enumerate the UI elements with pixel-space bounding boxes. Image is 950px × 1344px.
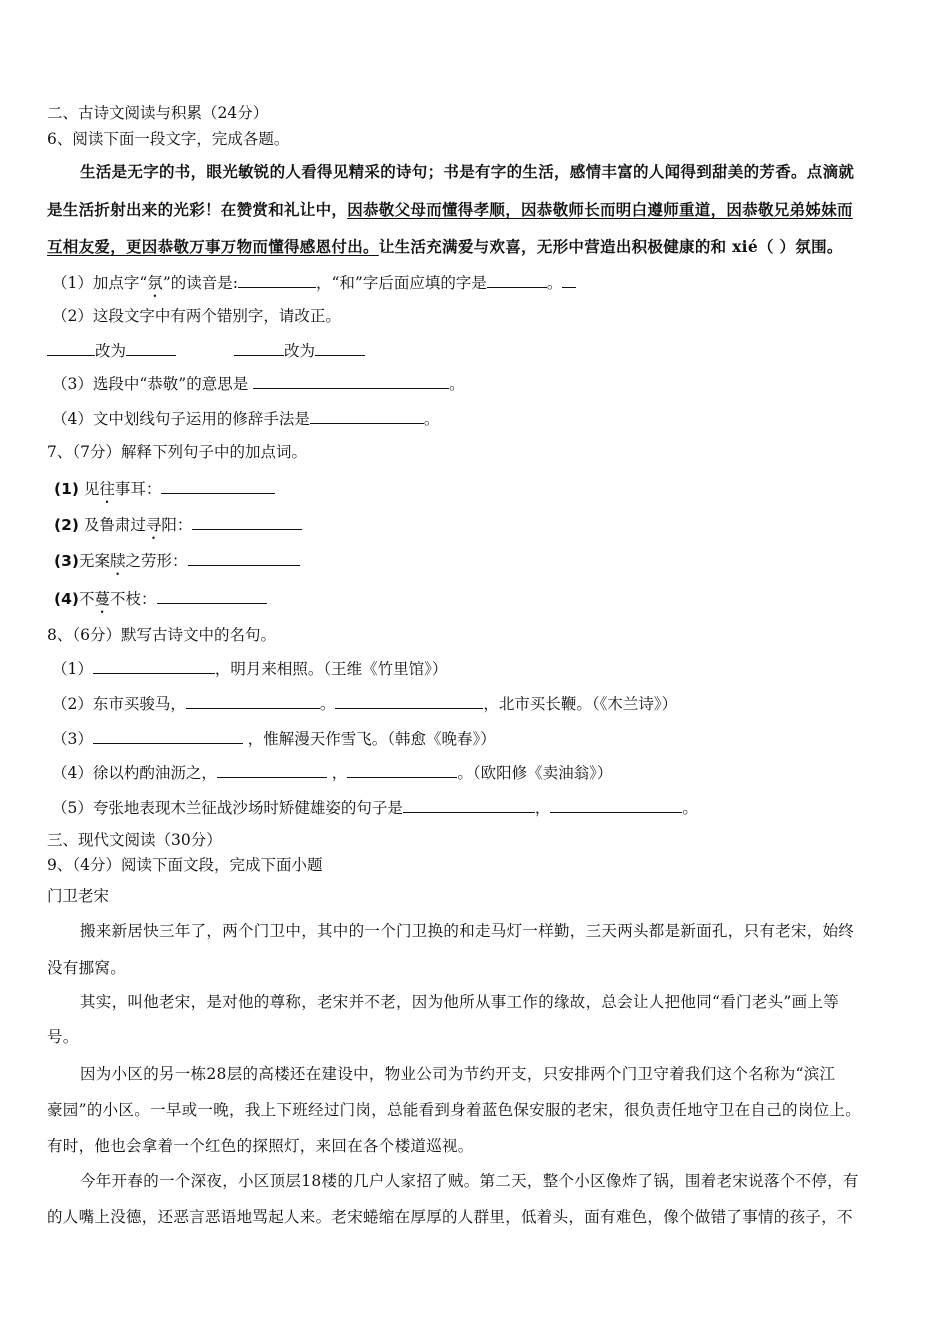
answer-blank[interactable]: [161, 478, 275, 494]
answer-blank[interactable]: [253, 373, 449, 389]
p3-line3: 有时，他也会拿着一个红色的探照灯，来回在各个楼道巡视。: [47, 1137, 474, 1155]
p2-line2: 号。: [47, 1028, 79, 1046]
q6-sub2-corrections: [47, 340, 365, 361]
item-text: 之劳形：: [125, 552, 188, 570]
answer-blank[interactable]: [157, 588, 267, 604]
dotted-word: 寻: [145, 516, 162, 534]
answer-blank[interactable]: [550, 797, 682, 813]
answer-blank[interactable]: [192, 514, 302, 530]
line-text: ，惟解漫天作雪飞。（韩愈《晚春》）: [242, 730, 496, 748]
answer-blank[interactable]: [234, 340, 284, 356]
dotted-word: 蔓: [94, 590, 110, 608]
answer-blank[interactable]: [487, 272, 547, 288]
answer-blank[interactable]: [93, 658, 215, 674]
item-number: (2): [54, 516, 79, 534]
q6-sub2: （2）这段文字中有两个错别字，请改正。: [52, 307, 341, 325]
answer-blank[interactable]: [93, 728, 243, 744]
q6-sub4: [52, 408, 439, 429]
answer-blank[interactable]: [347, 762, 457, 778]
sub4-text: （4）文中划线句子运用的修辞手法是: [52, 410, 310, 428]
answer-blank[interactable]: [238, 272, 316, 288]
line-number: （1）: [52, 660, 93, 678]
item-number: (1): [54, 480, 79, 498]
dotted-word: 往: [99, 480, 115, 498]
p2-line1: 其实，叫他老宋，是对他的尊称，老宋并不老，因为他所从事工作的缘故，总会让人把他同“看门老头”画上等: [80, 993, 840, 1011]
q8-line-2: [52, 693, 677, 714]
p4-line1: 今年开春的一个深夜，小区顶层18楼的几户人家招了贼。第二天，整个小区像炸了锅，围着老宋说落个不停，有: [80, 1172, 859, 1190]
passage-line3-end: 让生活充满爱与欢喜，无形中营造出积极健康的和 xié（ ）氛围。: [378, 237, 843, 256]
q9-prompt: 9、（4分）阅读下面文段，完成下面小题: [47, 856, 323, 874]
answer-blank[interactable]: [186, 693, 320, 709]
q6-passage-line1: 生活是无字的书，眼光敏锐的人看得见精采的诗句；书是有字的生活，感情丰富的人闻得到甜美的芳香。点滴就: [80, 162, 855, 181]
line-punct: 。: [319, 695, 336, 713]
p3-line2: 豪园”的小区。一早或一晚，我上下班经过门岗，总能看到身着蓝色保安服的老宋，很负责任地守卫在自己的岗位上。: [47, 1101, 862, 1119]
q6-passage-line3: [47, 237, 843, 257]
sub4-end: 。: [423, 410, 440, 428]
q8-line-1: [52, 658, 447, 679]
answer-blank[interactable]: [126, 340, 176, 356]
q7-item-2: [54, 514, 302, 543]
answer-blank[interactable]: [335, 693, 483, 709]
q7-item-4: [54, 588, 267, 617]
underlined-sentence-part2: 互相友爱，更因恭敬万事万物而懂得感恩付出。: [47, 237, 379, 256]
line-text: ，明月来相照。（王维《竹里馆》）: [214, 660, 448, 678]
answer-blank[interactable]: [47, 340, 95, 356]
correction-label-1: 改为: [95, 342, 127, 360]
item-text: 及鲁肃过: [83, 516, 146, 534]
dotted-word: 牍: [109, 552, 126, 570]
item-text: 事耳：: [114, 480, 162, 498]
passage-line2-start: 是生活折射出来的光彩！在赞赏和礼让中，: [47, 200, 348, 219]
line-number: （3）: [52, 730, 93, 748]
sub1-text-a: （1）加点字“: [52, 274, 148, 292]
line-text: 。: [682, 799, 698, 817]
q8-line-4: [52, 762, 612, 783]
article-title: 门卫老宋: [47, 887, 110, 905]
section2-heading: 二、古诗文阅读与积累（24分）: [47, 104, 269, 122]
item-text: 不: [78, 590, 95, 608]
q7-item-3: [54, 550, 300, 579]
line-text: （4）徐以杓酌油沥之，: [52, 764, 217, 782]
answer-blank[interactable]: [315, 340, 365, 356]
q8-prompt: 8、（6分）默写古诗文中的名句。: [47, 626, 276, 644]
q8-line-3: [52, 728, 496, 749]
q7-prompt: 7、（7分）解释下列句子中的加点词。: [47, 443, 307, 461]
p3-line1: 因为小区的另一栋28层的高楼还在建设中，物业公司为节约开支，只安排两个门卫守着我们这个名称为“滨江: [80, 1065, 836, 1083]
q6-sub1: [52, 272, 576, 301]
correction-label-2: 改为: [284, 342, 316, 360]
q7-item-1: [54, 478, 275, 507]
sub1-text-b: ”的读音是:: [162, 274, 238, 292]
q6-passage-line2: [47, 200, 853, 220]
line-punct: ，: [534, 799, 551, 817]
answer-blank[interactable]: [217, 762, 327, 778]
q6-sub3: [52, 373, 465, 394]
answer-blank[interactable]: [403, 797, 535, 813]
q6-prompt: 6、阅读下面一段文字，完成各题。: [47, 130, 290, 148]
line-text: 。（欧阳修《卖油翁》）: [457, 764, 613, 782]
p1-line1: 搬来新居快三年了，两个门卫中，其中的一个门卫换的和走马灯一样勤，三天两头都是新面孔，只有老宋，始终: [80, 922, 855, 940]
underline-tail: [562, 272, 576, 288]
item-number: (4): [54, 590, 79, 608]
sub1-text-c: ，“和”字后面应填的字是: [315, 274, 487, 292]
p4-line2: 的人嘴上没德，还恶言恶语地骂起人来。老宋蜷缩在厚厚的人群里，低着头，面有难色，像个做错了事情的孩子，不: [47, 1208, 853, 1226]
item-text: 见: [83, 480, 100, 498]
line-text: （5）夸张地表现木兰征战沙场时矫健雄姿的句子是: [52, 799, 403, 817]
line-text: （2）东市买骏马，: [52, 695, 186, 713]
sub3-text: （3）选段中“恭敬”的意思是: [52, 375, 254, 393]
sub1-text-d: 。: [546, 274, 563, 292]
item-text: 不枝：: [109, 590, 157, 608]
line-punct: ，: [326, 764, 348, 782]
answer-blank[interactable]: [310, 408, 424, 424]
item-text: 阳：: [161, 516, 193, 534]
sub1-dotted-char: 氛: [147, 274, 163, 292]
answer-blank[interactable]: [188, 550, 300, 566]
item-number: (3): [54, 552, 79, 570]
item-text: 无案: [78, 552, 110, 570]
q8-line-5: [52, 797, 698, 818]
p1-line2: 没有挪窝。: [47, 959, 127, 977]
sub3-end: 。: [449, 375, 465, 393]
section3-heading: 三、现代文阅读（30分）: [47, 831, 222, 849]
line-text: ，北市买长鞭。（《木兰诗》）: [483, 695, 678, 713]
underlined-sentence-part1: 因恭敬父母而懂得孝顺，因恭敬师长而明白遵师重道，因恭敬兄弟姊妹而: [347, 200, 853, 219]
